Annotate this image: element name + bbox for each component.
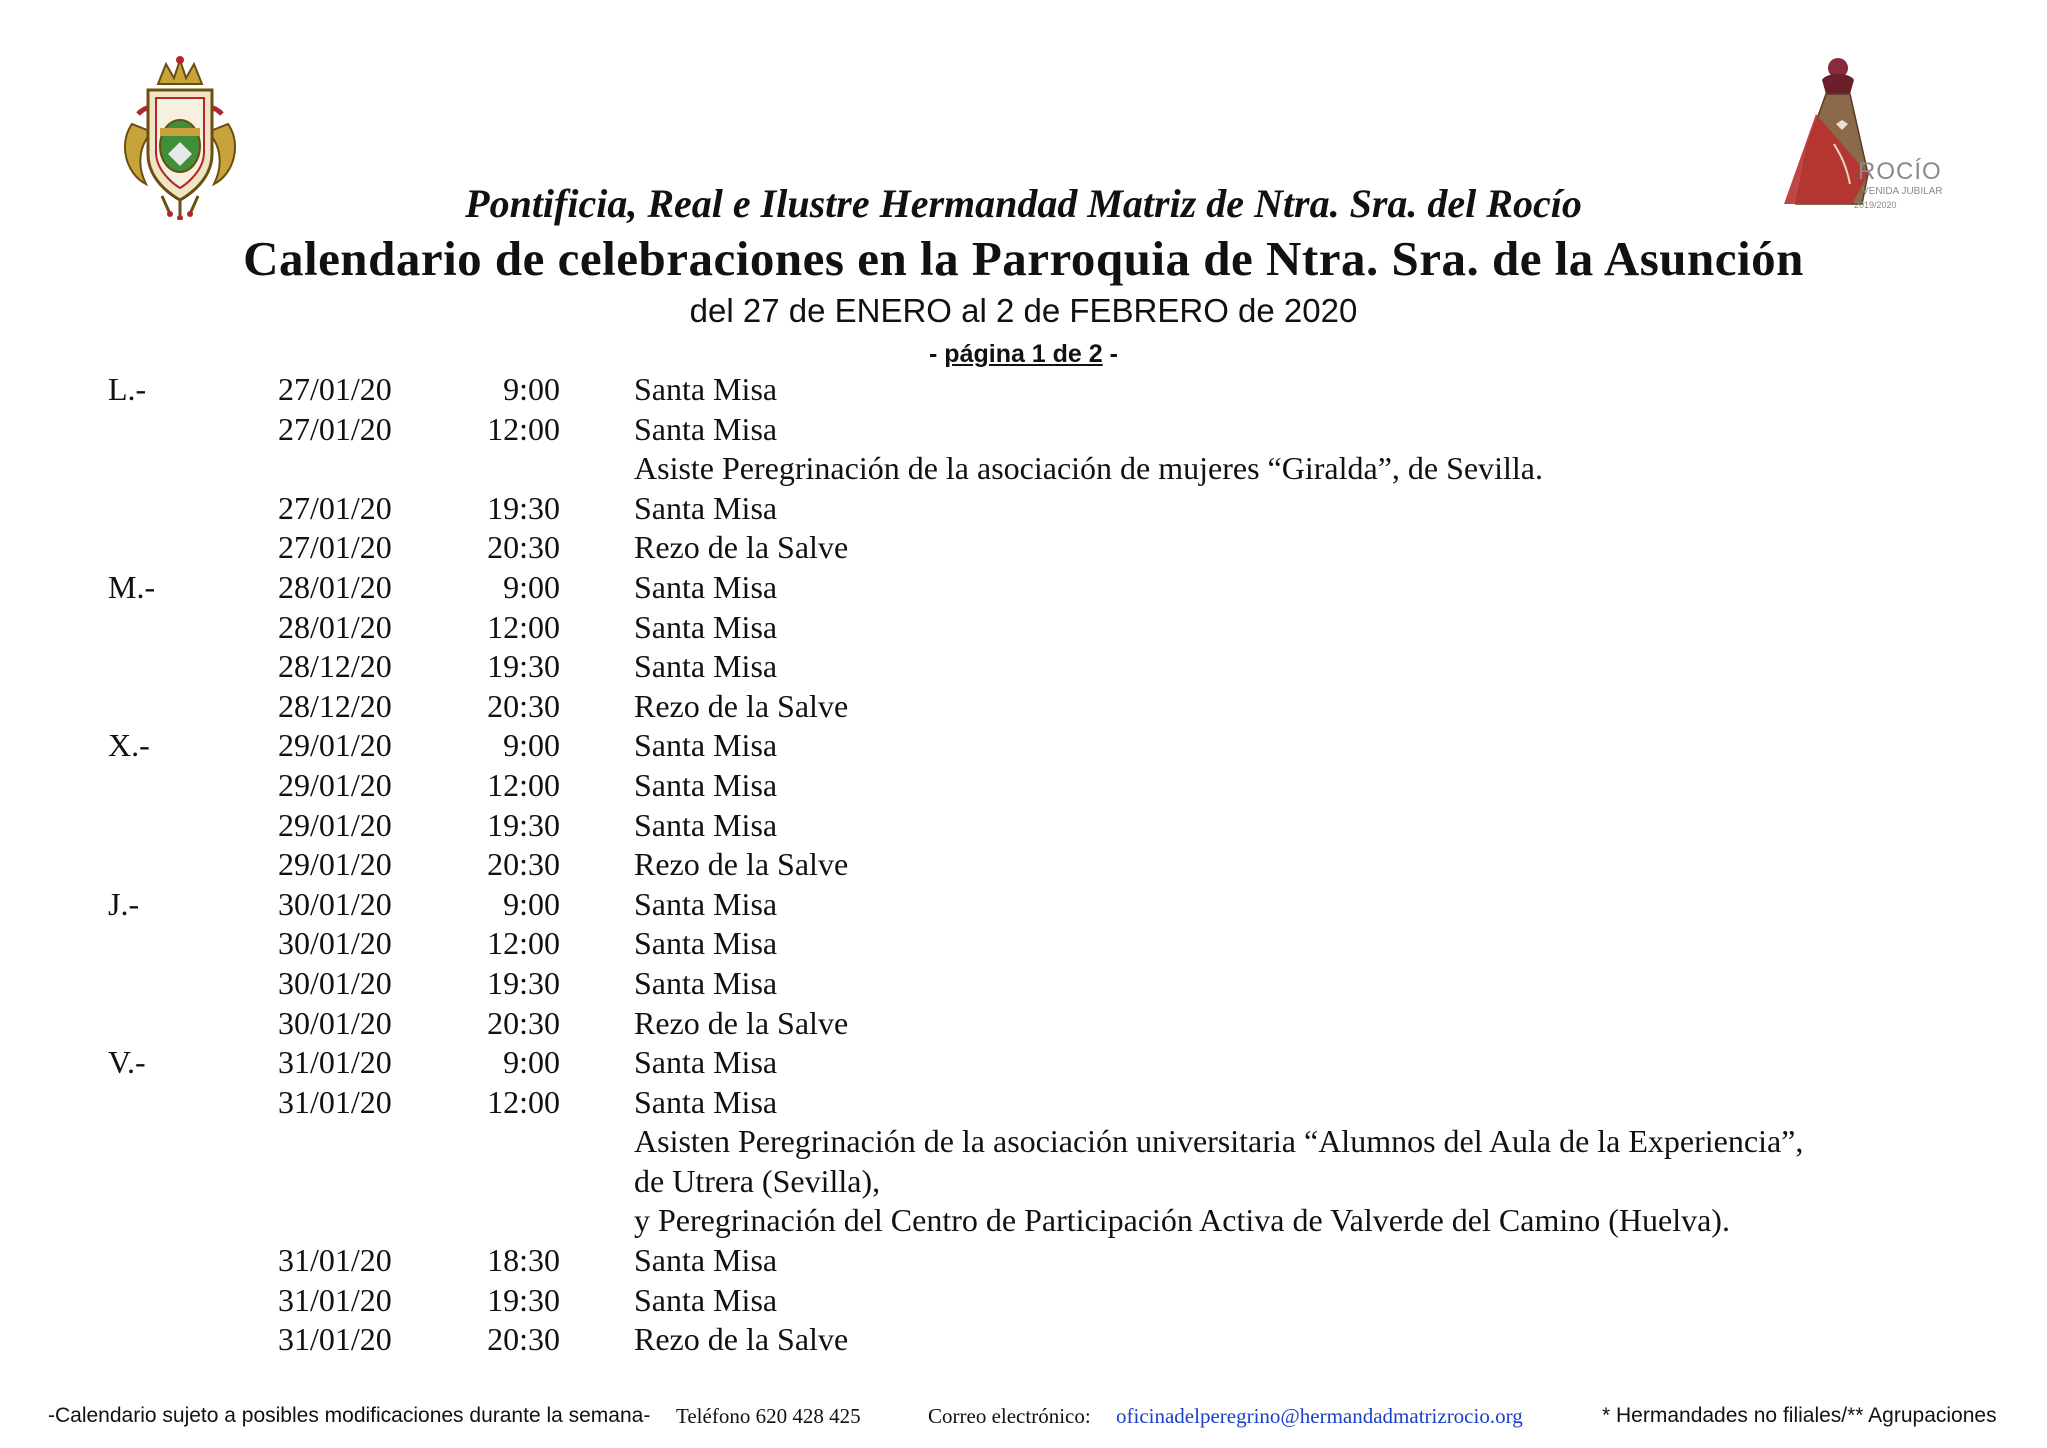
schedule-row bbox=[0, 1122, 2047, 1162]
schedule-row bbox=[0, 806, 2047, 846]
footer-disclaimer: -Calendario sujeto a posibles modificaciones durante la semana- bbox=[48, 1404, 651, 1427]
schedule-date: 29/01/20 bbox=[278, 806, 392, 843]
schedule-date: 27/01/20 bbox=[278, 489, 392, 526]
schedule-description: Santa Misa bbox=[634, 648, 778, 685]
schedule-description: Santa Misa bbox=[634, 1242, 778, 1279]
schedule-time: 19:30 bbox=[487, 489, 560, 526]
schedule-description: de Utrera (Sevilla), bbox=[634, 1162, 881, 1199]
footer-email-label: Correo electrónico: bbox=[928, 1404, 1091, 1428]
schedule-description: Rezo de la Salve bbox=[634, 1321, 849, 1358]
schedule-description: Santa Misa bbox=[634, 1281, 778, 1318]
schedule-description: Santa Misa bbox=[634, 1083, 778, 1120]
footer-phone: Teléfono 620 428 425 bbox=[676, 1404, 861, 1428]
schedule-time: 12:00 bbox=[487, 608, 560, 645]
schedule-row bbox=[0, 924, 2047, 964]
schedule-date: 31/01/20 bbox=[278, 1321, 392, 1358]
schedule-description: Santa Misa bbox=[634, 371, 778, 407]
schedule-row bbox=[0, 449, 2047, 489]
schedule-time: 19:30 bbox=[487, 1281, 560, 1318]
schedule-description: Asiste Peregrinación de la asociación de mujeres “Giralda”, de Sevilla. bbox=[634, 450, 1543, 487]
schedule-description: Santa Misa bbox=[634, 568, 778, 605]
schedule-row bbox=[0, 1004, 2047, 1044]
schedule-row bbox=[0, 766, 2047, 806]
schedule-time: 20:30 bbox=[487, 687, 560, 724]
page-indicator-suffix: - bbox=[1102, 340, 1118, 368]
page-indicator bbox=[0, 340, 2047, 369]
schedule-row bbox=[0, 1162, 2047, 1202]
page-title: Calendario de celebraciones en la Parroquia de Ntra. Sra. de la Asunción bbox=[243, 231, 1804, 286]
schedule-row bbox=[0, 568, 2047, 608]
schedule-row bbox=[0, 885, 2047, 925]
schedule-date: 30/01/20 bbox=[278, 885, 392, 922]
footer-legend: * Hermandades no filiales/** Agrupaciones bbox=[1602, 1404, 1997, 1427]
schedule-row bbox=[0, 964, 2047, 1004]
schedule-date: 30/01/20 bbox=[278, 1004, 392, 1041]
schedule-date: 29/01/20 bbox=[278, 766, 392, 803]
schedule-row bbox=[0, 1241, 2047, 1281]
schedule-date: 31/01/20 bbox=[278, 1242, 392, 1279]
jubilee-logo-title: ROCÍO bbox=[1858, 158, 1942, 185]
schedule-date: 30/01/20 bbox=[278, 964, 392, 1001]
schedule-row bbox=[0, 528, 2047, 568]
schedule-date: 28/12/20 bbox=[278, 687, 392, 724]
footer bbox=[0, 1404, 2047, 1434]
schedule-row bbox=[0, 608, 2047, 648]
schedule-day: L.- bbox=[108, 371, 147, 407]
schedule-description: Rezo de la Salve bbox=[634, 1004, 849, 1041]
schedule-row bbox=[0, 489, 2047, 529]
schedule-date: 28/01/20 bbox=[278, 568, 392, 605]
page-indicator-label: página 1 de 2 bbox=[944, 340, 1103, 368]
schedule-description: Asisten Peregrinación de la asociación universitaria “Alumnos del Aula de la Experiencia”, bbox=[634, 1123, 1804, 1160]
schedule-date: 27/01/20 bbox=[278, 529, 392, 566]
schedule-row bbox=[0, 370, 2047, 410]
schedule-description: Santa Misa bbox=[634, 489, 778, 526]
schedule-description: Rezo de la Salve bbox=[634, 687, 849, 724]
schedule-description: Rezo de la Salve bbox=[634, 846, 849, 883]
schedule-date: 31/01/20 bbox=[278, 1083, 392, 1120]
schedule-date: 31/01/20 bbox=[278, 1281, 392, 1318]
schedule-time: 20:30 bbox=[487, 529, 560, 566]
schedule-time: 18:30 bbox=[487, 1242, 560, 1279]
schedule-date: 31/01/20 bbox=[278, 1044, 392, 1081]
schedule-row bbox=[0, 845, 2047, 885]
schedule-row bbox=[0, 1083, 2047, 1123]
schedule-description: Santa Misa bbox=[634, 964, 778, 1001]
schedule-time: 20:30 bbox=[487, 1004, 560, 1041]
schedule-description: Santa Misa bbox=[634, 410, 778, 447]
schedule-time: 9:00 bbox=[503, 371, 560, 407]
page-indicator-prefix: - bbox=[929, 340, 945, 368]
schedule-time: 9:00 bbox=[503, 1044, 560, 1081]
schedule-date: 28/12/20 bbox=[278, 648, 392, 685]
schedule-row bbox=[0, 1043, 2047, 1083]
schedule-time: 20:30 bbox=[487, 1321, 560, 1358]
schedule-description: Santa Misa bbox=[634, 925, 778, 962]
schedule-time: 20:30 bbox=[487, 846, 560, 883]
jubilee-logo-years: 2019/2020 bbox=[1854, 200, 1897, 210]
schedule-description: Santa Misa bbox=[634, 806, 778, 843]
footer-email-link[interactable]: oficinadelperegrino@hermandadmatrizrocio.org bbox=[1116, 1404, 1523, 1428]
schedule-day: V.- bbox=[108, 1044, 146, 1081]
schedule-date: 28/01/20 bbox=[278, 608, 392, 645]
schedule-time: 19:30 bbox=[487, 806, 560, 843]
schedule-description: Santa Misa bbox=[634, 608, 778, 645]
schedule-row bbox=[0, 1281, 2047, 1321]
schedule-description: Santa Misa bbox=[634, 727, 778, 764]
schedule-row bbox=[0, 647, 2047, 687]
schedule-list bbox=[0, 370, 2047, 1360]
schedule-time: 12:00 bbox=[487, 1083, 560, 1120]
schedule-day: M.- bbox=[108, 568, 156, 605]
jubilee-logo-subtitle: VENIDA JUBILAR bbox=[1862, 186, 1943, 197]
schedule-time: 9:00 bbox=[503, 885, 560, 922]
date-range: del 27 de ENERO al 2 de FEBRERO de 2020 bbox=[689, 292, 1358, 329]
schedule-description: Santa Misa bbox=[634, 1044, 778, 1081]
schedule-description: Rezo de la Salve bbox=[634, 529, 849, 566]
schedule-date: 29/01/20 bbox=[278, 727, 392, 764]
schedule-time: 19:30 bbox=[487, 648, 560, 685]
organization-title: Pontificia, Real e Ilustre Hermandad Matriz de Ntra. Sra. del Rocío bbox=[465, 181, 1582, 226]
schedule-description: y Peregrinación del Centro de Participación Activa de Valverde del Camino (Huelva). bbox=[634, 1202, 1730, 1239]
schedule-time: 9:00 bbox=[503, 727, 560, 764]
schedule-date: 27/01/20 bbox=[278, 410, 392, 447]
schedule-row bbox=[0, 1320, 2047, 1360]
schedule-row bbox=[0, 687, 2047, 727]
schedule-date: 27/01/20 bbox=[278, 371, 392, 407]
schedule-description: Santa Misa bbox=[634, 885, 778, 922]
schedule-day: J.- bbox=[108, 885, 140, 922]
schedule-date: 30/01/20 bbox=[278, 925, 392, 962]
schedule-time: 12:00 bbox=[487, 925, 560, 962]
schedule-time: 12:00 bbox=[487, 766, 560, 803]
schedule-time: 12:00 bbox=[487, 410, 560, 447]
schedule-day: X.- bbox=[108, 727, 150, 764]
schedule-time: 19:30 bbox=[487, 964, 560, 1001]
schedule-row bbox=[0, 1201, 2047, 1241]
schedule-time: 9:00 bbox=[503, 568, 560, 605]
schedule-row bbox=[0, 410, 2047, 450]
schedule-row bbox=[0, 726, 2047, 766]
schedule-description: Santa Misa bbox=[634, 766, 778, 803]
schedule-date: 29/01/20 bbox=[278, 846, 392, 883]
